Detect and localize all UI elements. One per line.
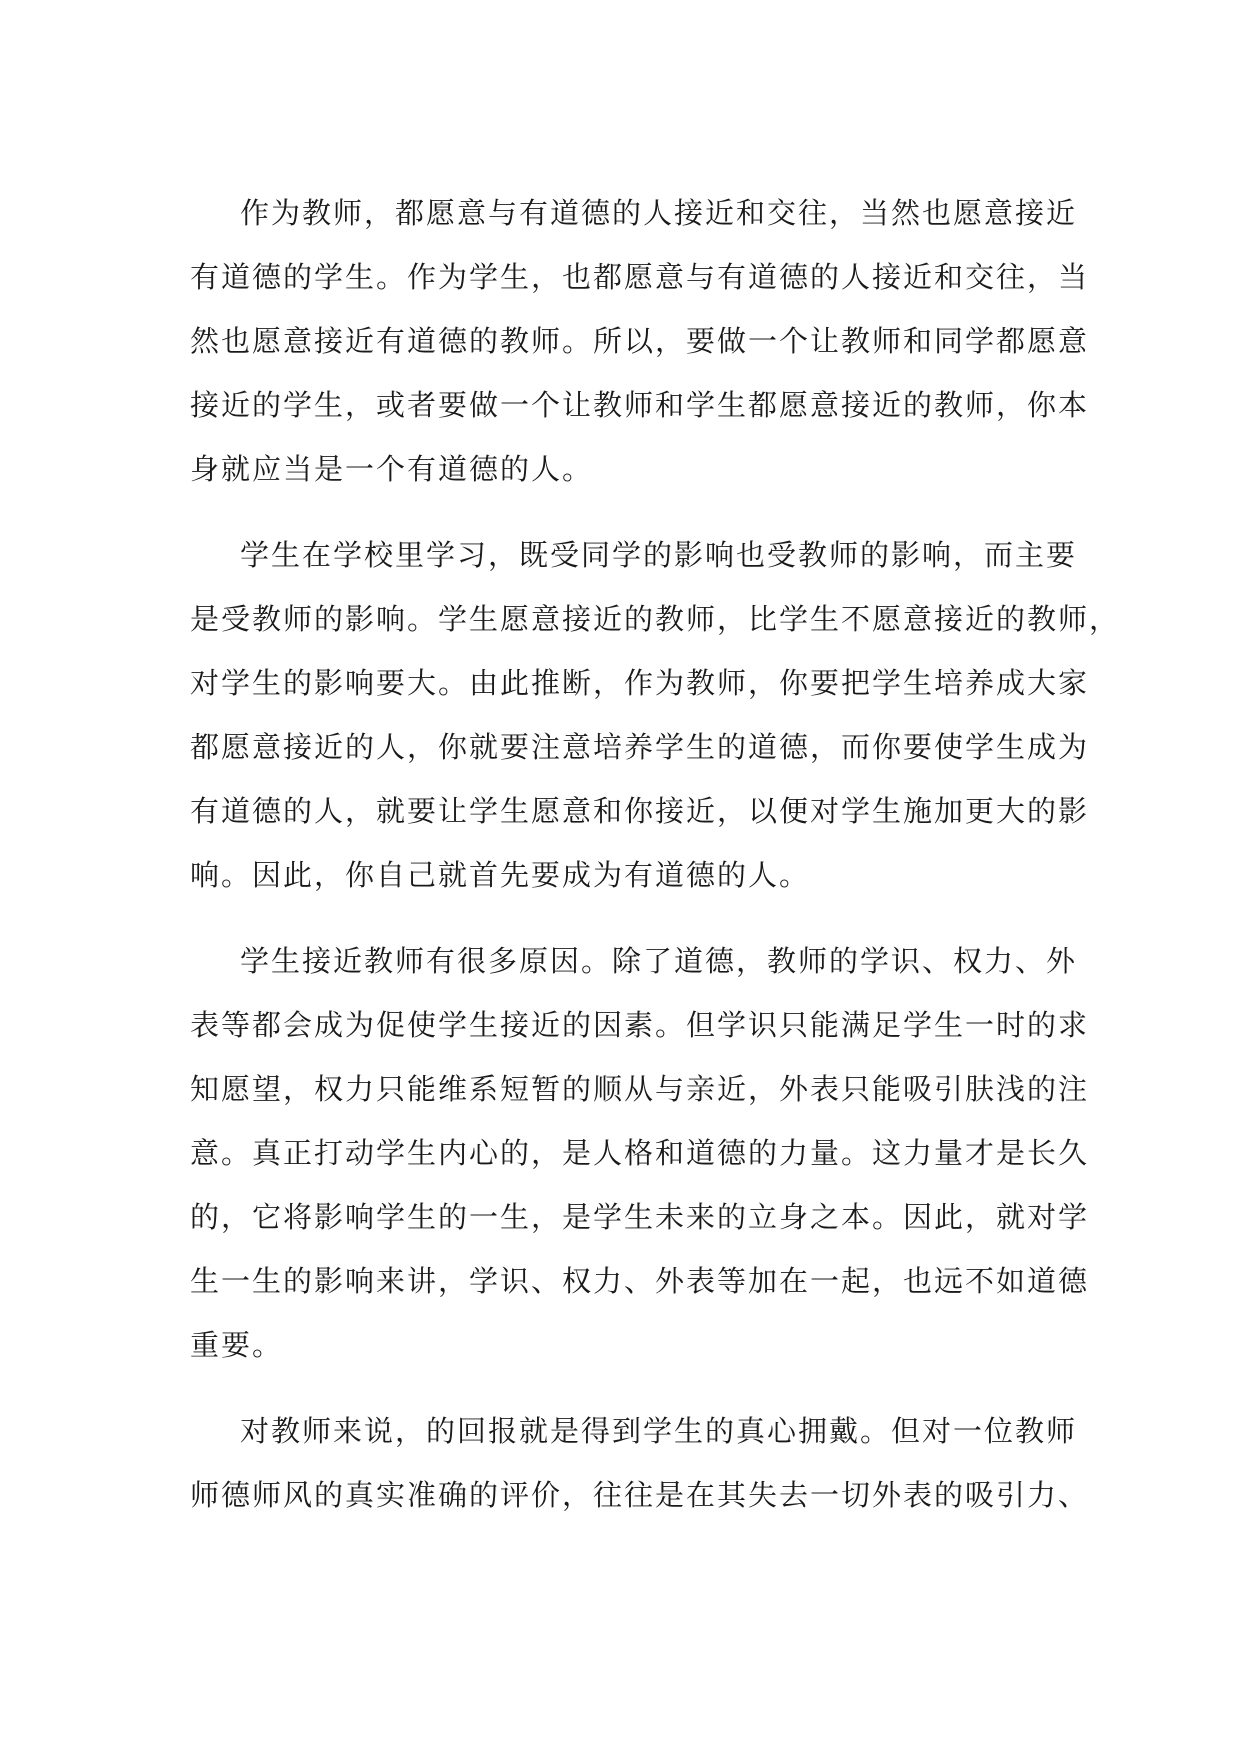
paragraph-2-line-2: 是受教师的影响。学生愿意接近的教师，比学生不愿意接近的教师， — [190, 602, 1121, 636]
paragraph-3-line-1: 学生接近教师有很多原因。除了道德，教师的学识、权力、外 — [240, 944, 1078, 978]
paragraph-3-line-2: 表等都会成为促使学生接近的因素。但学识只能满足学生一时的求 — [190, 1008, 1090, 1042]
paragraph-1-line-3: 然也愿意接近有道德的教师。所以，要做一个让教师和同学都愿意 — [190, 324, 1090, 358]
paragraph-3-line-4: 意。真正打动学生内心的，是人格和道德的力量。这力量才是长久 — [190, 1136, 1090, 1170]
paragraph-4-line-2: 师德师风的真实准确的评价，往往是在其失去一切外表的吸引力、 — [190, 1478, 1090, 1512]
paragraph-2-line-1: 学生在学校里学习，既受同学的影响也受教师的影响，而主要 — [240, 538, 1078, 572]
paragraph-1-line-2: 有道德的学生。作为学生，也都愿意与有道德的人接近和交往，当 — [190, 260, 1090, 294]
paragraph-1-line-5: 身就应当是一个有道德的人。 — [190, 452, 594, 486]
paragraph-3-line-7: 重要。 — [190, 1328, 284, 1362]
paragraph-1-line-4: 接近的学生，或者要做一个让教师和学生都愿意接近的教师，你本 — [190, 388, 1090, 422]
paragraph-3-line-6: 生一生的影响来讲，学识、权力、外表等加在一起，也远不如道德 — [190, 1264, 1090, 1298]
paragraph-2-line-5: 有道德的人，就要让学生愿意和你接近，以便对学生施加更大的影 — [190, 794, 1090, 828]
paragraph-1-line-1: 作为教师，都愿意与有道德的人接近和交往，当然也愿意接近 — [240, 196, 1078, 230]
paragraph-2-line-3: 对学生的影响要大。由此推断，作为教师，你要把学生培养成大家 — [190, 666, 1090, 700]
paragraph-2-line-4: 都愿意接近的人，你就要注意培养学生的道德，而你要使学生成为 — [190, 730, 1090, 764]
paragraph-3-line-3: 知愿望，权力只能维系短暂的顺从与亲近，外表只能吸引肤浅的注 — [190, 1072, 1090, 1106]
paragraph-2-line-6: 响。因此，你自己就首先要成为有道德的人。 — [190, 858, 811, 892]
paragraph-4-line-1: 对教师来说，的回报就是得到学生的真心拥戴。但对一位教师 — [240, 1414, 1078, 1448]
paragraph-3-line-5: 的，它将影响学生的一生，是学生未来的立身之本。因此，就对学 — [190, 1200, 1090, 1234]
